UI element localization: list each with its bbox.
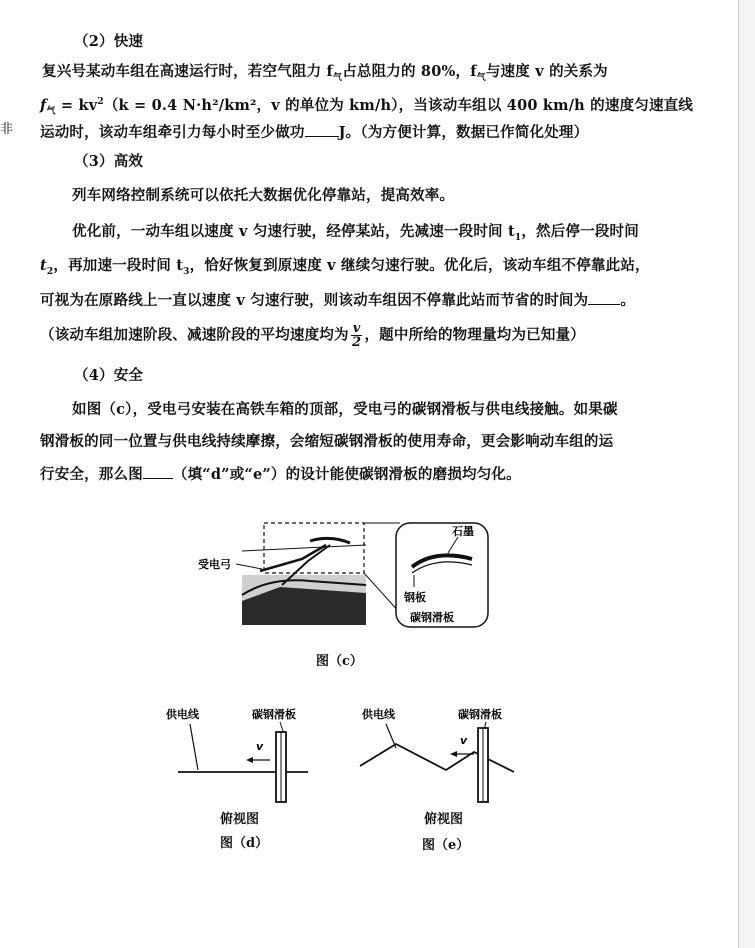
pantograph-label: 受电弓 — [198, 558, 231, 571]
figure-d-caption: 图（d） — [220, 836, 269, 851]
answer-blank-work[interactable] — [305, 122, 339, 137]
figure-e-zigzag-wire — [360, 744, 514, 772]
figure-d-view-label: 俯视图 — [220, 812, 260, 827]
section-2-line-3: 运动时，该动车组牵引力每小时至少做功 J。（为方便计算，数据已作简化处理） — [40, 124, 589, 141]
section-2-line-2: $f_气 = kv^2(k = 0.4$ N·h²/km²，v 的单位为 km/h），当该动车组以 400 km/h 的速度匀速直线 — [40, 96, 694, 117]
graphite-label: 石墨 — [452, 525, 474, 538]
pantograph-head — [310, 538, 350, 543]
section-4-heading: （4）安全 — [74, 367, 144, 384]
answer-blank-time[interactable] — [588, 290, 620, 305]
scrollbar-track[interactable] — [739, 0, 755, 948]
figure-e-wire-label: 供电线 — [362, 708, 395, 721]
average-speed-fraction: $\frac{v}{2}$ — [351, 321, 362, 350]
figure-e-velocity: v — [460, 734, 468, 747]
section-4-line-2: 钢滑板的同一位置与供电线持续摩擦，会缩短碳钢滑板的使用寿命，更会影响动车组的运 — [40, 433, 614, 450]
figure-d-wire-label: 供电线 — [166, 708, 199, 721]
plate-label: 碳钢滑板 — [410, 611, 454, 624]
answer-blank-figure[interactable] — [143, 464, 173, 479]
section-3-line-1: 列车网络控制系统可以依托大数据优化停靠站，提高效率。 — [72, 187, 455, 204]
section-3-line-5: （该动车组加速阶段、减速阶段的平均速度均为 $\frac{v}{2}$ ，题中所给的物理量均为已知量） — [40, 321, 585, 350]
section-2-heading: （2）快速 — [74, 33, 144, 50]
figure-d-plate-label: 碳钢滑板 — [252, 708, 296, 721]
section-3-line-3: $t_2$，再加速一段时间 $t_3$，恰好恢复到原速度 v 继续匀速行驶。优化后，该动车组不停靠此站， — [40, 257, 650, 277]
figure-c-photo-diagram — [190, 515, 500, 645]
margin-mark: 非 — [0, 122, 14, 137]
figure-e-caption: 图（e） — [422, 838, 470, 853]
section-4-line-1: 如图（c），受电弓安装在高铁车箱的顶部，受电弓的碳钢滑板与供电线接触。如果碳 — [72, 401, 618, 418]
steel-label: 钢板 — [404, 591, 426, 604]
section-3-heading: （3）高效 — [74, 153, 144, 170]
section-3-line-4: 可视为在原路线上一直以速度 v 匀速行驶，则该动车组因不停靠此站而节省的时间为 。 — [40, 292, 636, 309]
figure-d-velocity: v — [256, 740, 264, 753]
section-3-line-2: 优化前，一动车组以速度 v 匀速行驶，经停某站，先减速一段时间 $t_1$，然后停一段时间 — [72, 223, 639, 243]
section-4-line-3: 行安全，那么图 （填“d”或“e”）的设计能使碳钢滑板的磨损均匀化。 — [40, 466, 521, 483]
figure-e-view-label: 俯视图 — [424, 812, 464, 827]
figure-d-diagram — [160, 700, 330, 810]
figure-e-plate-label: 碳钢滑板 — [458, 708, 502, 721]
section-2-line-1: 复兴号某动车组在高速运行时，若空气阻力 $f_气$占总阻力的 80%，$f_气$与速度 v 的关系为 — [42, 63, 608, 83]
figure-c-caption: 图（c） — [316, 654, 363, 669]
figure-e-diagram — [356, 700, 526, 810]
